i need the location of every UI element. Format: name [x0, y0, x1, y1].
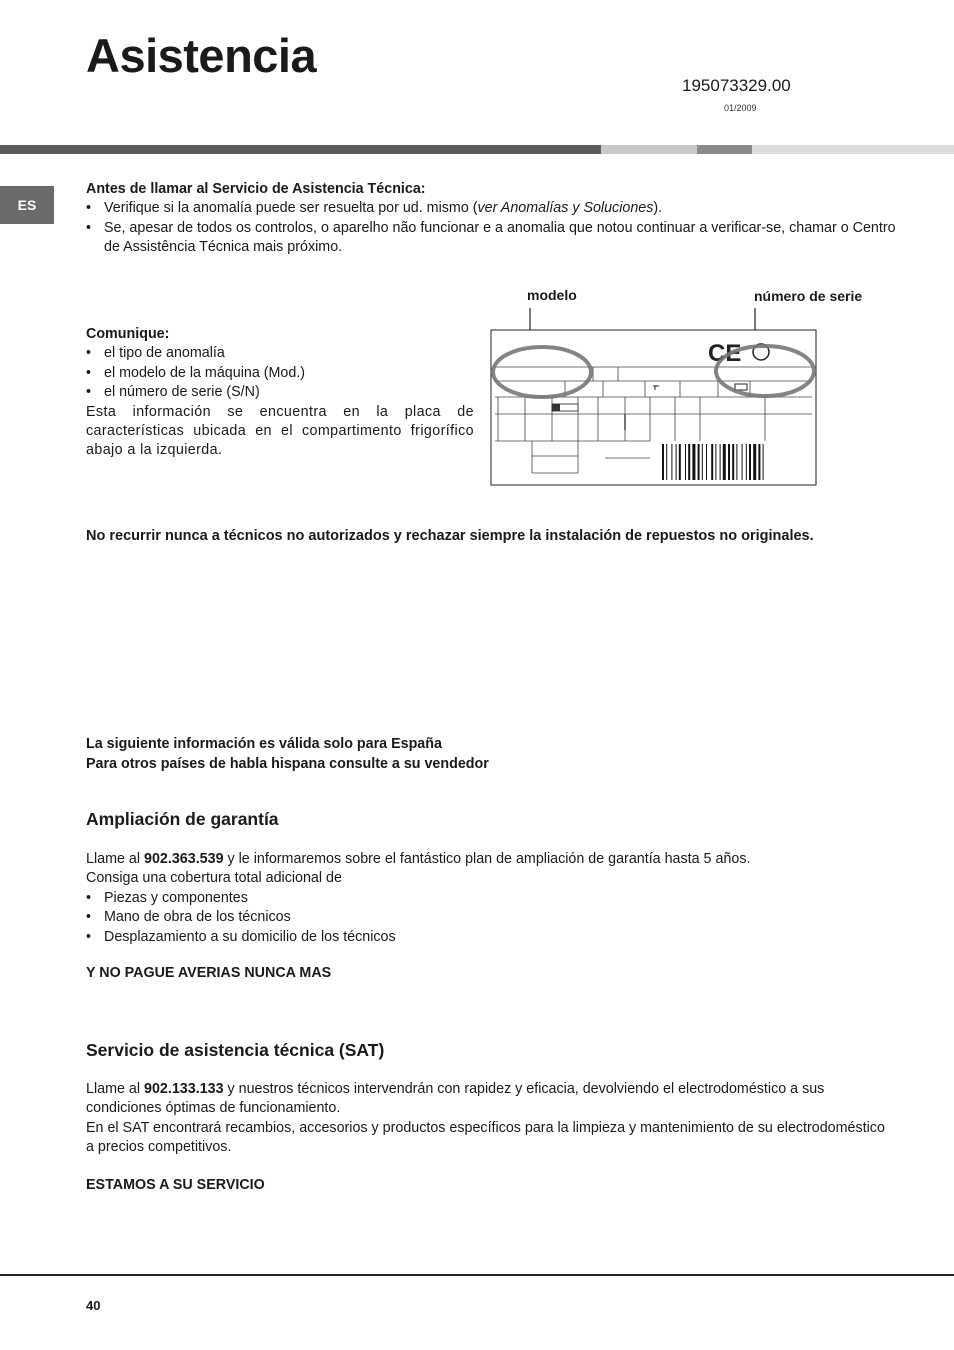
page-number: 40	[86, 1298, 101, 1313]
warranty-list	[86, 889, 906, 947]
barcode-bar	[706, 444, 707, 480]
barcode-bar	[742, 444, 743, 480]
sat-line2: En el SAT encontrará recambios, accesorios y productos específicos para la limpieza y mantenimiento de su electrodoméstico a precios competitivos.	[86, 1119, 885, 1156]
barcode-bar	[698, 444, 700, 480]
list-item: • el modelo de la máquina (Mod.)	[86, 364, 474, 383]
ce-mark-icon: CE	[708, 340, 742, 367]
sat-slogan: ESTAMOS A SU SERVICIO	[86, 1177, 265, 1193]
communicate-list	[86, 344, 474, 402]
barcode-bar	[749, 444, 751, 480]
rating-plate-diagram	[490, 308, 820, 490]
barcode-bar	[692, 444, 695, 480]
barcode-bar	[763, 444, 764, 480]
document-number: 195073329.00	[682, 76, 791, 95]
language-tab: ES	[0, 186, 54, 224]
list-item: • el tipo de anomalía	[86, 344, 474, 363]
barcode-bar	[676, 444, 677, 480]
header-color-bar	[0, 145, 954, 154]
warning-text: No recurrir nunca a técnicos no autorizados y rechazar siempre la instalación de repuestos no originales.	[86, 528, 814, 544]
barcode-bar	[746, 444, 747, 480]
list-item: • Se, apesar de todos os controlos, o aparelho não funcionar e a anomalia que notou continuar a verificar-se, chamar o Centro de Assistência Técnica mais próximo.	[86, 219, 906, 258]
list-item: • Verifique si la anomalía puede ser resuelta por ud. mismo (ver Anomalías y Soluciones).	[86, 199, 906, 218]
barcode-bar	[736, 444, 737, 480]
barcode-bar	[715, 444, 716, 480]
before-call-list	[86, 199, 906, 257]
barcode-bar	[662, 444, 664, 480]
list-item: • Piezas y componentes	[86, 889, 906, 908]
bar-segment-dark	[0, 145, 601, 154]
warranty-body	[86, 850, 906, 947]
plate-outline	[491, 330, 816, 485]
footer-divider	[0, 1274, 954, 1276]
barcode-bar	[720, 444, 721, 480]
reference-link-text: ver Anomalías y Soluciones	[477, 200, 654, 217]
bar-segment-pale	[752, 145, 954, 154]
plate-location-description: Esta información se encuentra en la placa de características ubicada en el compartimento frigorífico abajo a la izquierda.	[86, 403, 474, 459]
barcode-bar	[666, 444, 667, 480]
sat-phone: 902.133.133	[144, 1081, 224, 1097]
barcode-bar	[685, 444, 686, 480]
list-item: • Mano de obra de los técnicos	[86, 908, 906, 927]
list-item: • Desplazamiento a su domicilio de los técnicos	[86, 928, 906, 947]
document-date: 01/2009	[724, 103, 757, 113]
warranty-heading: Ampliación de garantía	[86, 809, 279, 829]
sat-line1: Llame al 902.133.133 y nuestros técnicos intervendrán con rapidez y eficacia, devolviendo el electrodoméstico a sus condiciones óptimas de funcionamiento.	[86, 1081, 825, 1117]
barcode-bar	[671, 444, 672, 480]
communicate-section	[86, 325, 474, 461]
page-title: Asistencia	[86, 29, 317, 82]
warranty-line1: Llame al 902.363.539 y le informaremos sobre el fantástico plan de ampliación de garantía hasta 5 años.	[86, 851, 751, 867]
warranty-line2: Consiga una cobertura total adicional de	[86, 870, 342, 887]
sat-heading: Servicio de asistencia técnica (SAT)	[86, 1040, 385, 1060]
spain-notice-line1: La siguiente información es válida solo para España	[86, 736, 442, 752]
before-call-section	[86, 180, 906, 258]
barcode-bar	[753, 444, 756, 480]
list-item: • el número de serie (S/N)	[86, 383, 474, 402]
barcode-bar	[732, 444, 734, 480]
small-box-icon	[735, 384, 747, 390]
barcode-bar	[758, 444, 760, 480]
barcode-bar	[711, 444, 713, 480]
serial-number-label: número de serie	[754, 288, 863, 304]
warranty-slogan: Y NO PAGUE AVERIAS NUNCA MAS	[86, 965, 332, 981]
barcode-bar	[702, 444, 703, 480]
before-call-heading: Antes de llamar al Servicio de Asistencia Técnica:	[86, 181, 426, 197]
sat-body	[86, 1080, 886, 1158]
spain-notice-line2: Para otros países de habla hispana consulte a su vendedor	[86, 756, 489, 772]
barcode-bar	[688, 444, 690, 480]
bar-segment-mid	[697, 145, 752, 154]
barcode-bar	[679, 444, 681, 480]
communicate-heading: Comunique:	[86, 326, 170, 342]
bar-segment-light	[601, 145, 697, 154]
model-label: modelo	[527, 287, 577, 303]
spain-notice	[86, 734, 489, 774]
barcode-bar	[723, 444, 726, 480]
warranty-phone: 902.363.539	[144, 851, 224, 867]
barcode-bar	[728, 444, 730, 480]
